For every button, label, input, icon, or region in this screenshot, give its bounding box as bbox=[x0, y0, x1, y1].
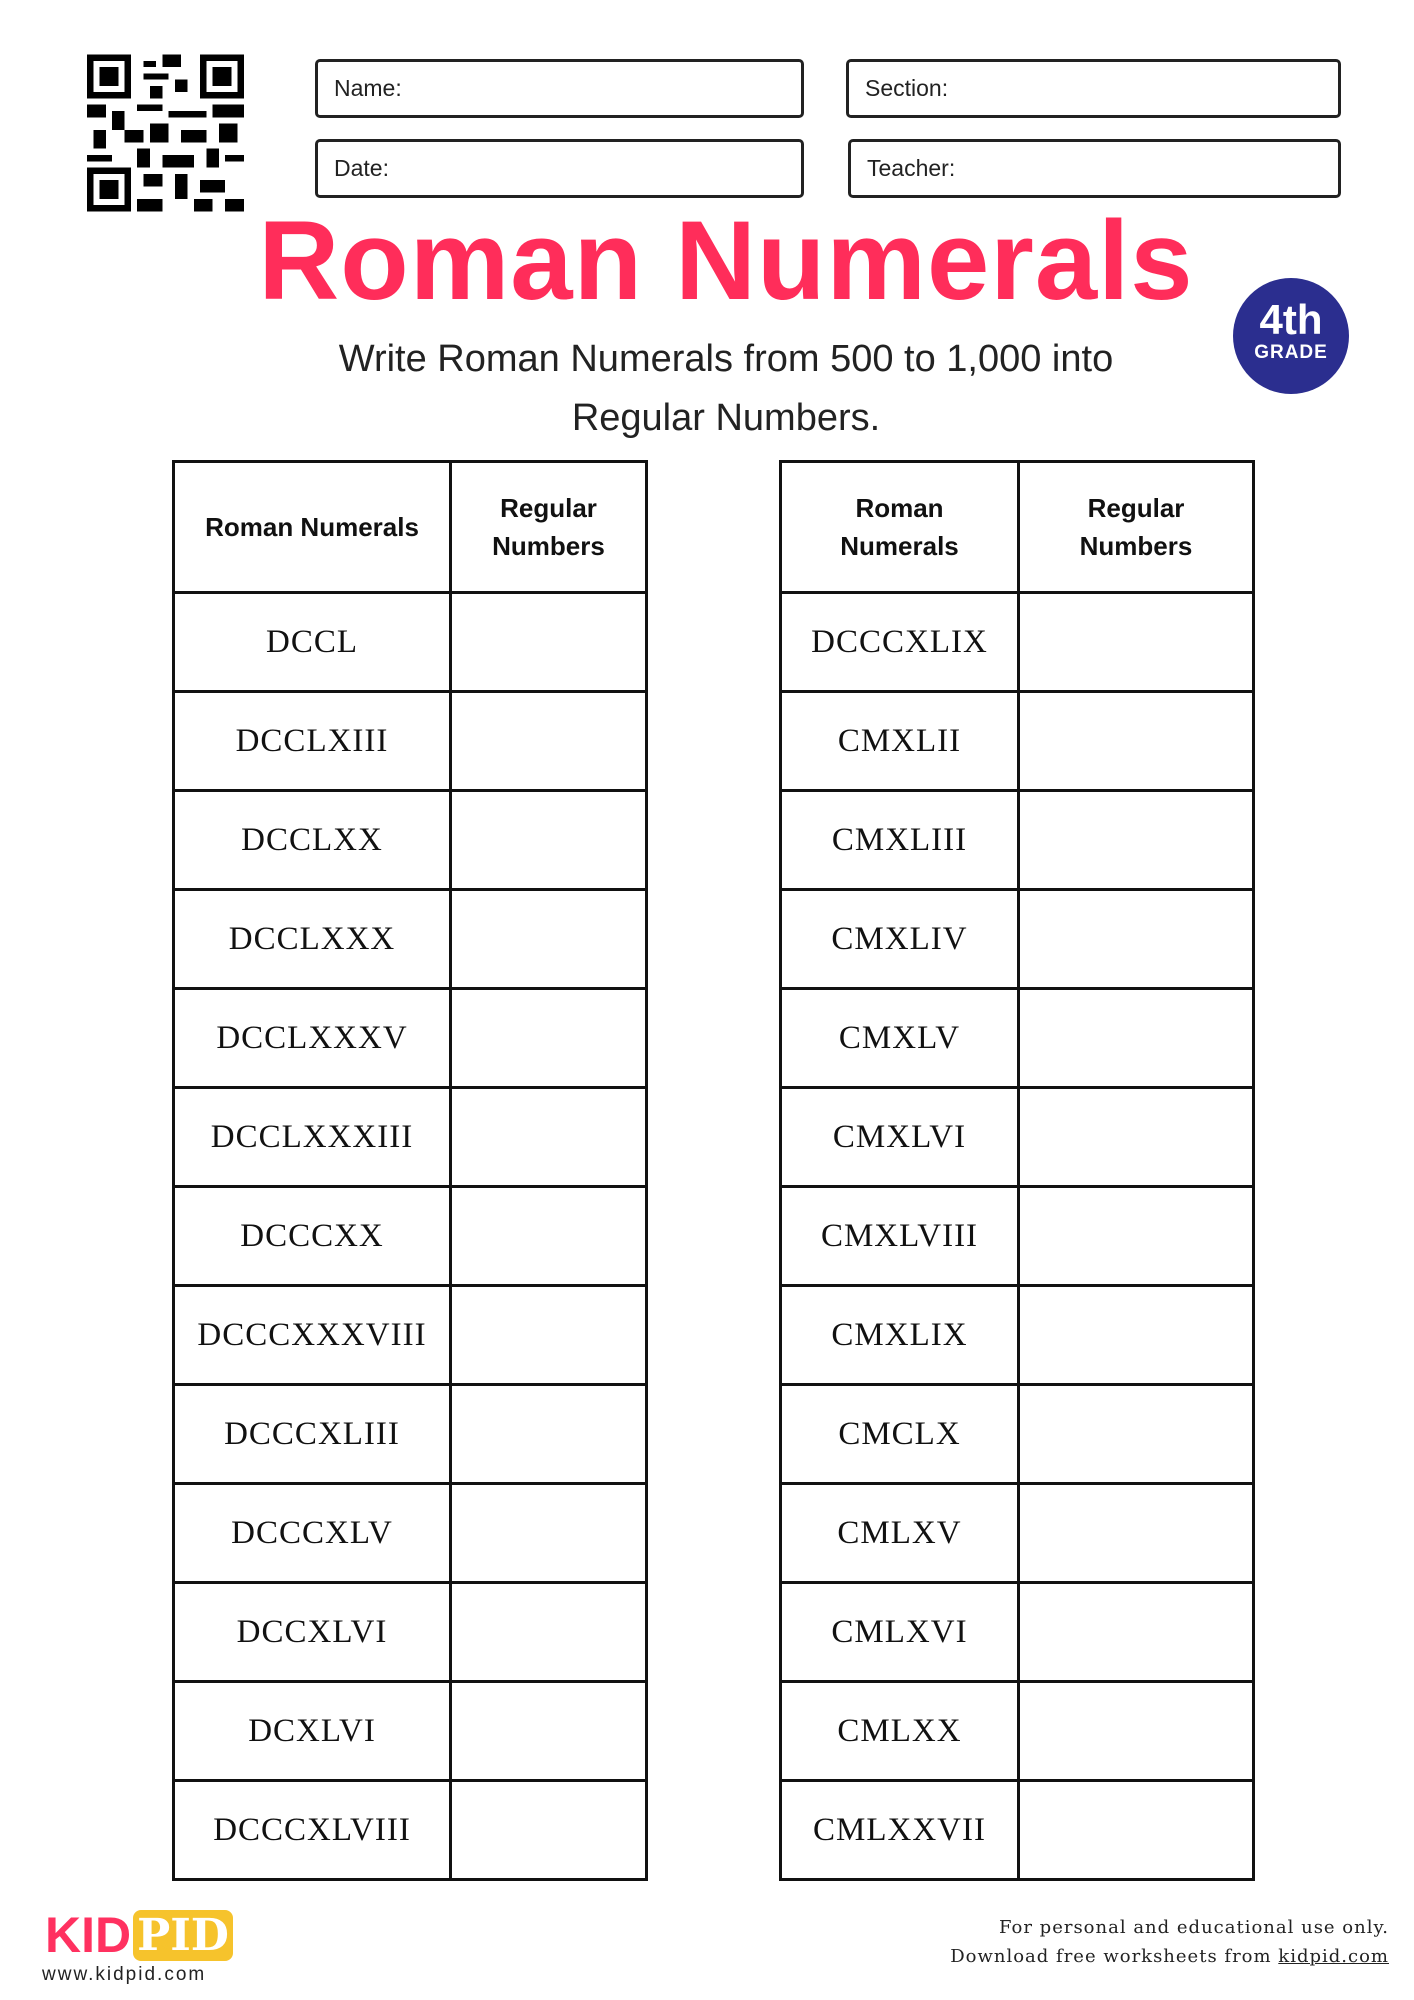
grade-badge bbox=[1233, 278, 1349, 394]
table-row bbox=[781, 1682, 1254, 1781]
logo-kid: KID bbox=[45, 1907, 132, 1963]
table-row bbox=[781, 1385, 1254, 1484]
website-text: www.kidpid.com bbox=[42, 1964, 207, 1985]
answer-cell[interactable] bbox=[451, 1385, 647, 1484]
table-row bbox=[781, 1187, 1254, 1286]
answer-cell[interactable] bbox=[1019, 1187, 1254, 1286]
roman-numeral-cell: DCXLVI bbox=[174, 1682, 451, 1781]
answer-cell[interactable] bbox=[1019, 1682, 1254, 1781]
table-row bbox=[174, 1583, 647, 1682]
date-label: Date: bbox=[334, 155, 389, 181]
table-row bbox=[781, 1088, 1254, 1187]
grade-label: GRADE bbox=[1254, 342, 1328, 363]
answer-cell[interactable] bbox=[451, 890, 647, 989]
teacher-field[interactable] bbox=[848, 139, 1341, 198]
answer-cell[interactable] bbox=[451, 1682, 647, 1781]
answer-cell[interactable] bbox=[451, 791, 647, 890]
table-row bbox=[781, 1286, 1254, 1385]
table-row bbox=[781, 791, 1254, 890]
roman-numeral-cell: DCCLXIII bbox=[174, 692, 451, 791]
roman-numeral-cell: CMXLV bbox=[781, 989, 1019, 1088]
table-row bbox=[781, 1583, 1254, 1682]
header-roman: Roman Numerals bbox=[174, 462, 451, 593]
grade-number: 4th bbox=[1259, 296, 1323, 343]
table-row bbox=[174, 791, 647, 890]
roman-numeral-cell: CMXLVIII bbox=[781, 1187, 1019, 1286]
table-row bbox=[781, 692, 1254, 791]
roman-numeral-cell: DCCCXLV bbox=[174, 1484, 451, 1583]
answer-cell[interactable] bbox=[1019, 1286, 1254, 1385]
roman-numeral-cell: DCCCXLVIII bbox=[174, 1781, 451, 1880]
kidpid-link[interactable]: kidpid.com bbox=[1278, 1946, 1389, 1967]
subtitle-line-2: Regular Numbers. bbox=[571, 397, 881, 439]
table-row bbox=[781, 1484, 1254, 1583]
roman-numeral-cell: DCCLXXXV bbox=[174, 989, 451, 1088]
table-row bbox=[174, 692, 647, 791]
roman-numeral-cell: CMCLX bbox=[781, 1385, 1019, 1484]
teacher-label: Teacher: bbox=[867, 155, 956, 181]
roman-numeral-cell: DCCCXLIII bbox=[174, 1385, 451, 1484]
answer-cell[interactable] bbox=[451, 692, 647, 791]
date-field[interactable] bbox=[315, 139, 804, 198]
table-row bbox=[174, 1484, 647, 1583]
answer-cell[interactable] bbox=[1019, 989, 1254, 1088]
answer-cell[interactable] bbox=[451, 1781, 647, 1880]
answer-cell[interactable] bbox=[1019, 1385, 1254, 1484]
table-row bbox=[174, 1682, 647, 1781]
answer-cell[interactable] bbox=[451, 1187, 647, 1286]
table-row bbox=[174, 1187, 647, 1286]
header-regular: Regular Numbers bbox=[451, 462, 647, 593]
answer-cell[interactable] bbox=[451, 989, 647, 1088]
left-table bbox=[172, 460, 648, 1881]
answer-cell[interactable] bbox=[451, 1088, 647, 1187]
table-row bbox=[174, 1088, 647, 1187]
roman-numeral-cell: DCCLXXX bbox=[174, 890, 451, 989]
answer-cell[interactable] bbox=[1019, 1583, 1254, 1682]
answer-cell[interactable] bbox=[1019, 692, 1254, 791]
answer-cell[interactable] bbox=[1019, 791, 1254, 890]
header-regular: Regular Numbers bbox=[1019, 462, 1254, 593]
roman-numeral-cell: DCCXLVI bbox=[174, 1583, 451, 1682]
roman-numeral-cell: CMXLVI bbox=[781, 1088, 1019, 1187]
download-note: Download free worksheets from kidpid.com bbox=[950, 1946, 1389, 1967]
roman-numeral-cell: DCCLXX bbox=[174, 791, 451, 890]
answer-cell[interactable] bbox=[451, 1484, 647, 1583]
header-roman: Roman Numerals bbox=[781, 462, 1019, 593]
roman-numeral-cell: DCCCXXXVIII bbox=[174, 1286, 451, 1385]
table-row bbox=[781, 1781, 1254, 1880]
table-row bbox=[781, 890, 1254, 989]
roman-numeral-cell: CMXLIII bbox=[781, 791, 1019, 890]
roman-numeral-cell: CMXLII bbox=[781, 692, 1019, 791]
answer-cell[interactable] bbox=[1019, 1484, 1254, 1583]
answer-cell[interactable] bbox=[1019, 1781, 1254, 1880]
table-row bbox=[781, 593, 1254, 692]
table-row bbox=[781, 989, 1254, 1088]
table-row bbox=[174, 989, 647, 1088]
kidpid-logo bbox=[45, 1906, 233, 1964]
section-field[interactable] bbox=[846, 59, 1341, 118]
answer-cell[interactable] bbox=[1019, 1088, 1254, 1187]
table-row bbox=[174, 1286, 647, 1385]
roman-numeral-cell: CMXLIX bbox=[781, 1286, 1019, 1385]
table-row bbox=[174, 1385, 647, 1484]
roman-numeral-cell: CMLXX bbox=[781, 1682, 1019, 1781]
name-label: Name: bbox=[334, 75, 402, 101]
name-field[interactable] bbox=[315, 59, 804, 118]
answer-cell[interactable] bbox=[1019, 890, 1254, 989]
answer-cell[interactable] bbox=[451, 593, 647, 692]
answer-cell[interactable] bbox=[1019, 593, 1254, 692]
roman-numeral-cell: DCCCXLIX bbox=[781, 593, 1019, 692]
usage-note: For personal and educational use only. bbox=[999, 1917, 1389, 1938]
table-row bbox=[174, 1781, 647, 1880]
answer-cell[interactable] bbox=[451, 1583, 647, 1682]
right-table bbox=[779, 460, 1255, 1881]
roman-numeral-cell: DCCCXX bbox=[174, 1187, 451, 1286]
table-row bbox=[174, 593, 647, 692]
page-title: Roman Numerals bbox=[258, 198, 1194, 323]
table-row bbox=[174, 890, 647, 989]
subtitle-line-1: Write Roman Numerals from 500 to 1,000 into bbox=[338, 338, 1114, 380]
roman-numeral-cell: CMXLIV bbox=[781, 890, 1019, 989]
roman-numeral-cell: DCCL bbox=[174, 593, 451, 692]
answer-cell[interactable] bbox=[451, 1286, 647, 1385]
roman-numeral-cell: DCCLXXXIII bbox=[174, 1088, 451, 1187]
logo-pid: PID bbox=[133, 1910, 233, 1961]
qr-code bbox=[87, 54, 244, 212]
roman-numeral-cell: CMLXV bbox=[781, 1484, 1019, 1583]
roman-numeral-cell: CMLXVI bbox=[781, 1583, 1019, 1682]
roman-numeral-cell: CMLXXVII bbox=[781, 1781, 1019, 1880]
section-label: Section: bbox=[865, 75, 949, 101]
